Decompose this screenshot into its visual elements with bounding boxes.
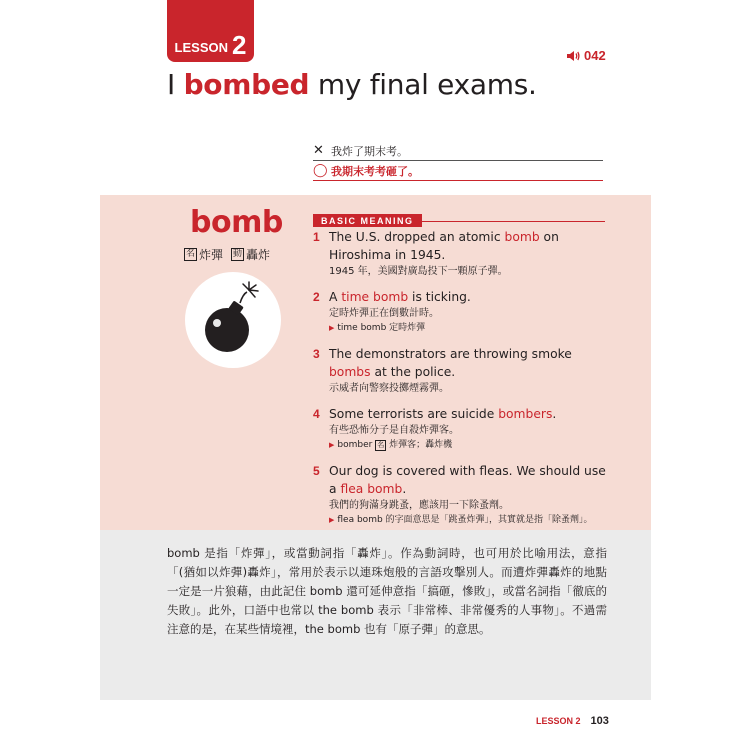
example-text: Our dog is covered with fleas. We should use a bbox=[329, 464, 606, 496]
sense-example-zh: 1945 年，美國對廣島投下一顆原子彈。 bbox=[329, 266, 508, 277]
example-text: . bbox=[552, 407, 557, 421]
sense-example-en bbox=[329, 345, 613, 381]
example-text: The U.S. dropped an atomic bbox=[329, 230, 505, 244]
sense-item bbox=[313, 228, 613, 279]
example-text: on Hiroshima in 1945. bbox=[329, 230, 559, 262]
pos-noun-meaning: 炸彈 bbox=[199, 248, 224, 262]
sense-item bbox=[313, 345, 613, 396]
sense-example-en bbox=[329, 462, 613, 498]
sense-list bbox=[313, 228, 613, 537]
speaker-icon bbox=[566, 50, 580, 62]
correct-translation-text: 我期末考考砸了。 bbox=[331, 164, 419, 178]
example-text: at the police. bbox=[370, 365, 456, 379]
example-keyword: time bomb bbox=[341, 290, 409, 304]
sense-number: 2 bbox=[313, 290, 320, 304]
audio-track-number: 042 bbox=[584, 48, 606, 63]
sense-note-text: flea bomb 的字面意思是「跳蚤炸彈」，其實就是指「除蚤劑」。 bbox=[337, 515, 593, 525]
example-keyword: bombs bbox=[329, 365, 371, 379]
example-keyword: flea bomb bbox=[340, 482, 403, 496]
sense-item bbox=[313, 288, 613, 336]
sense-example-en bbox=[329, 405, 613, 423]
sense-example-zh: 示威者向警察投擲煙霧彈。 bbox=[329, 383, 449, 394]
basic-meaning-label bbox=[313, 209, 605, 226]
title-highlight: bombed bbox=[183, 68, 310, 101]
pos-noun-tag: 名 bbox=[186, 249, 196, 259]
example-text: The demonstrators are throwing smoke bbox=[329, 347, 572, 361]
title-after: my final exams. bbox=[309, 68, 537, 101]
triangle-bullet-icon: ▶ bbox=[329, 516, 335, 524]
example-text: Some terrorists are suicide bbox=[329, 407, 499, 421]
sense-note-text: time bomb 定時炸彈 bbox=[337, 323, 426, 333]
lesson-tab-number: 2 bbox=[232, 30, 247, 60]
title-before: I bbox=[167, 68, 184, 101]
sense-item bbox=[313, 405, 613, 453]
sense-example-en bbox=[329, 288, 613, 306]
example-keyword: bombers bbox=[498, 407, 553, 421]
part-of-speech bbox=[184, 246, 270, 263]
bomb-illustration bbox=[185, 272, 281, 368]
sense-note-text: 炸彈客；轟炸機 bbox=[389, 440, 453, 450]
page-footer bbox=[536, 715, 609, 727]
sense-number: 1 bbox=[313, 230, 320, 244]
correct-translation bbox=[313, 161, 603, 181]
footer-lesson-label: LESSON 2 bbox=[536, 716, 581, 726]
pos-verb-meaning: 轟炸 bbox=[246, 248, 271, 262]
sense-item bbox=[313, 462, 613, 528]
wrong-translation-text: 我炸了期末考。 bbox=[331, 144, 408, 158]
sense-example-en bbox=[329, 228, 613, 264]
sense-note-pos-tag: 名 bbox=[377, 441, 385, 449]
basic-meaning-text: BASIC MEANING bbox=[313, 214, 422, 227]
headword: bomb bbox=[190, 205, 283, 240]
translation-comparison bbox=[313, 141, 603, 181]
lesson-tab-word: LESSON bbox=[174, 40, 228, 55]
lesson-title bbox=[167, 68, 537, 101]
triangle-bullet-icon: ▶ bbox=[329, 441, 335, 449]
sense-note-word: bomber bbox=[337, 440, 373, 450]
sense-note bbox=[329, 513, 613, 528]
example-text: . bbox=[402, 482, 407, 496]
sense-number: 4 bbox=[313, 407, 320, 421]
sense-note bbox=[329, 321, 613, 336]
explanation-text-block bbox=[167, 544, 607, 639]
sense-example-zh: 我們的狗滿身跳蚤，應該用一下除蚤劑。 bbox=[329, 500, 509, 511]
lesson-tab bbox=[167, 0, 254, 62]
page-number: 103 bbox=[590, 715, 609, 727]
sense-example-zh: 有些恐怖分子是自殺炸彈客。 bbox=[329, 425, 459, 436]
sense-number: 3 bbox=[313, 347, 320, 361]
bomb-icon bbox=[185, 272, 281, 368]
pos-verb-tag: 動 bbox=[233, 249, 243, 259]
cross-icon: ✕ bbox=[313, 143, 324, 158]
audio-track[interactable] bbox=[566, 48, 606, 63]
explanation-paragraph: bomb 是指「炸彈」，或當動詞指「轟炸」。作為動詞時，也可用於比喻用法，意指「(猶如以炸彈)轟炸」，常用於表示以連珠炮般的言語攻擊別人。而遭炸彈轟炸的地點一定是一片狼藉，由此記住 bomb 還可延伸意指「搞砸，慘敗」，或當名詞指「徹底的失敗」。此外，口語中也常以 the bomb 表示「非常棒、非常優秀的人事物」。不過需注意的是，在某些情境裡，the bomb 也有「原子彈」的意思。 bbox=[167, 546, 607, 636]
example-keyword: bomb bbox=[504, 230, 540, 244]
sense-number: 5 bbox=[313, 464, 320, 478]
wrong-translation bbox=[313, 141, 603, 161]
example-text: is ticking. bbox=[408, 290, 471, 304]
sense-note bbox=[329, 438, 613, 453]
triangle-bullet-icon: ▶ bbox=[329, 324, 335, 332]
sense-example-zh: 定時炸彈正在倒數計時。 bbox=[329, 308, 439, 319]
example-text: A bbox=[329, 290, 342, 304]
circle-icon: ◯ bbox=[313, 163, 328, 178]
